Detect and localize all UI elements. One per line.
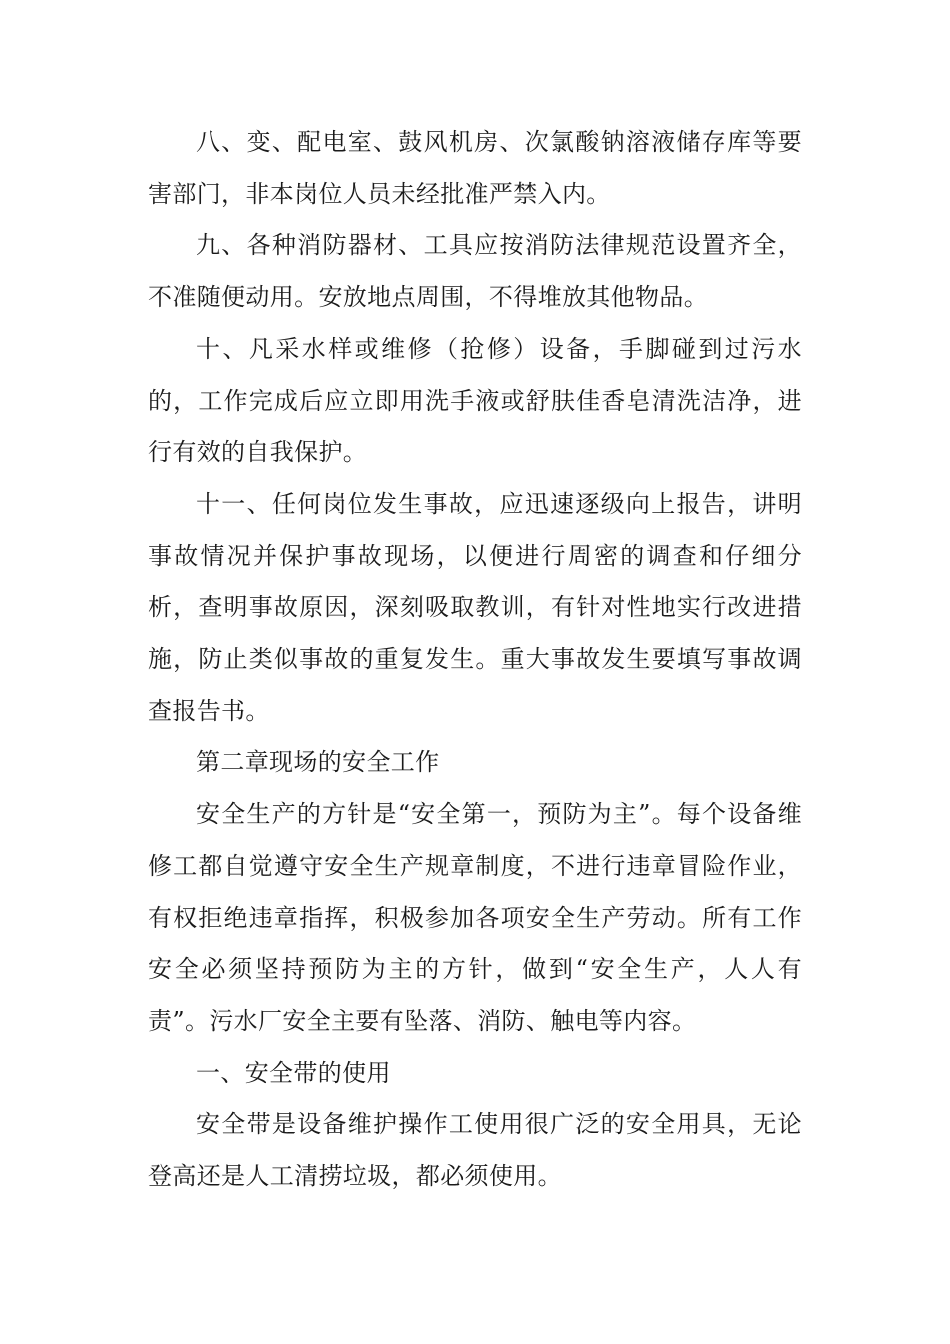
paragraph-item-11: 十一、任何岗位发生事故，应迅速逐级向上报告，讲明事故情况并保护事故现场，以便进行周密的调查和仔细分析，查明事故原因，深刻吸取教训，有针对性地实行改进措施，防止类似事故的重复发生。重大事故发生要填写事故调查报告书。 [148,489,802,725]
document-body [148,117,802,1203]
paragraph-item-10: 十、凡采水样或维修（抢修）设备，手脚碰到过污水的，工作完成后应立即用洗手液或舒肤佳香皂清洗洁净，进行有效的自我保护。 [148,334,802,467]
paragraph-item-8: 八、变、配电室、鼓风机房、次氯酸钠溶液储存库等要害部门，非本岗位人员未经批准严禁入内。 [148,128,802,208]
section-heading-safety-belt: 一、安全带的使用 [196,1058,391,1087]
chapter-heading: 第二章现场的安全工作 [196,748,440,777]
paragraph-item-9: 九、各种消防器材、工具应按消防法律规范设置齐全，不准随便动用。安放地点周围，不得堆放其他物品。 [148,231,802,312]
paragraph-safety-policy: 安全生产的方针是“安全第一，预防为主”。每个设备维修工都自觉遵守安全生产规章制度，不进行违章冒险作业，有权拒绝违章指挥，积极参加各项安全生产劳动。所有工作安全必须坚持预防为主的方针，做到“安全生产，人人有责”。污水厂安全主要有坠落、消防、触电等内容。 [148,800,802,1035]
paragraph-safety-belt: 安全带是设备维护操作工使用很广泛的安全用具，无论登高还是人工清捞垃圾，都必须使用。 [148,1110,802,1191]
